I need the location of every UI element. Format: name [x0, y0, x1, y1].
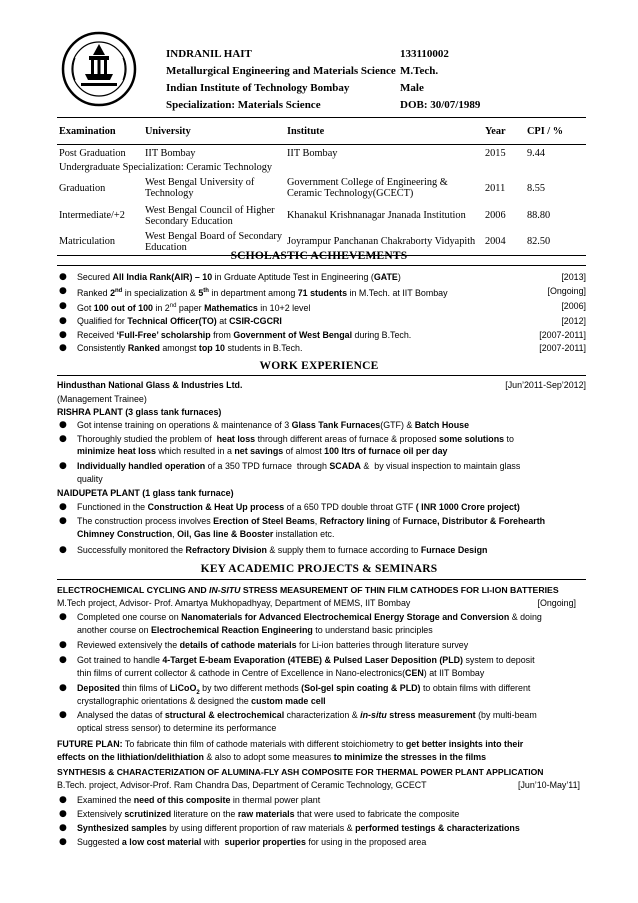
- institute-cell: Joyrampur Panchanan Chakraborty Vidyapith: [287, 236, 476, 248]
- bullet-icon: ●: [59, 612, 67, 622]
- work-item: Got intense training on operations & maintenance of 3 Glass Tank Furnaces(GTF) & Batch House: [77, 420, 470, 430]
- company-name: Hindusthan National Glass & Industries Ltd.: [57, 380, 243, 390]
- institute-cell: Khanakul Krishnanagar Jnanada Institution: [287, 210, 466, 221]
- work-item: The construction process involves Erection of Steel Beams, Refractory lining of Furnace, Distributor & Forehearth: [77, 516, 546, 526]
- specialization: Specialization: Materials Science: [166, 99, 321, 111]
- work-item-cont: Chimney Construction, Oil, Gas line & Booster installation etc.: [77, 529, 335, 539]
- project-1-title: ELECTROCHEMICAL CYCLING AND IN-SITU STRESS MEASUREMENT OF THIN FILM CATHODES FOR LI-ION BATTERIES: [57, 585, 559, 595]
- bullet-icon: ●: [59, 683, 67, 693]
- section-divider: [57, 265, 586, 266]
- bullet-icon: ●: [59, 343, 67, 353]
- col-cpi: CPI / %: [525, 118, 586, 145]
- table-row: [57, 203, 586, 229]
- section-title-work: WORK EXPERIENCE: [259, 360, 379, 372]
- work-item: Successfully monitored the Refractory Division & supply them to furnace according to Furnace Design: [77, 545, 488, 555]
- score-cell: 82.50: [527, 236, 551, 248]
- job-role: (Management Trainee): [57, 394, 147, 404]
- section-title-projects: KEY ACADEMIC PROJECTS & SEMINARS: [200, 563, 438, 575]
- exam-cell: Matriculation: [59, 236, 116, 248]
- bullet-icon: ●: [59, 434, 67, 444]
- achievement-item: Ranked 2nd in specialization & 5th in department among 71 students in M.Tech. at IIT Bombay: [77, 287, 448, 298]
- achievement-item: Secured All India Rank(AIR) – 10 in Grduate Aptitude Test in Engineering (GATE): [77, 272, 401, 282]
- university-cell: West Bengal University of Technology: [145, 177, 255, 199]
- department: Metallurgical Engineering and Materials Science: [166, 65, 396, 77]
- achievement-item: Received ‘Full-Free’ scholarship from Government of West Bengal during B.Tech.: [77, 330, 412, 340]
- project-item-cont: crystallographic orientations & designed the custom made cell: [77, 696, 326, 706]
- project-2-subtitle: B.Tech. project, Advisor-Prof. Ram Chandra Das, Department of Ceramic Technology, GCECT: [57, 780, 427, 790]
- bullet-icon: ●: [59, 330, 67, 340]
- achievement-date: [2006]: [561, 301, 586, 311]
- institute-name: Indian Institute of Technology Bombay: [166, 82, 350, 94]
- plant-naidupeta: NAIDUPETA PLANT (1 glass tank furnace): [57, 488, 234, 498]
- bullet-icon: ●: [59, 516, 67, 526]
- year-cell: 2011: [485, 182, 506, 194]
- bullet-icon: ●: [59, 655, 67, 665]
- score-cell: 9.44: [527, 147, 546, 159]
- project-item: Examined the need of this composite in thermal power plant: [77, 795, 321, 805]
- achievement-date: [2012]: [561, 316, 586, 326]
- exam-cell: Graduation: [59, 182, 106, 194]
- institute-cell: Government College of Engineering & Ceramic Technology(GCECT): [287, 177, 448, 199]
- date-of-birth: DOB: 30/07/1989: [400, 99, 481, 111]
- col-university: University: [143, 118, 285, 145]
- future-plan: FUTURE PLAN: To fabricate thin film of cathode materials with different stoichiometry to get better insights into their: [57, 739, 524, 749]
- project-1-subtitle: M.Tech project, Advisor- Prof. Amartya Mukhopadhyay, Department of MEMS, IIT Bombay: [57, 598, 411, 608]
- exam-cell: Post Graduation: [59, 147, 126, 159]
- achievement-item: Got 100 out of 100 in 2nd paper Mathematics in 10+2 level: [77, 302, 311, 313]
- ug-specialization: Undergraduate Specialization: Ceramic Technology: [59, 162, 273, 173]
- project-item: Synthesized samples by using different proportion of raw materials & performed testings & characterizations: [77, 823, 520, 833]
- project-item: Got trained to handle 4-Target E-beam Evaporation (4TEBE) & Pulsed Laser Deposition (PLD) system to deposit: [77, 655, 535, 665]
- project-item-cont: optical stress sensor) to determine its performance: [77, 723, 277, 733]
- project-1-date: [Ongoing]: [537, 598, 576, 608]
- work-item: Thoroughly studied the problem of heat loss through different areas of furnace & proposed some solutions to: [77, 434, 514, 444]
- table-row: [57, 162, 586, 174]
- project-item-cont: another course on Electrochemical Reaction Engineering to understand basic principles: [77, 625, 433, 635]
- project-2-date: [Jun’10-May’11]: [518, 780, 580, 790]
- future-plan-cont: effects on the lithiation/delithiation & also to adopt some measures to minimize the stresses in the films: [57, 752, 487, 762]
- achievement-item: Consistently Ranked amongst top 10 students in B.Tech.: [77, 343, 303, 353]
- bullet-icon: ●: [59, 837, 67, 847]
- project-item: Analysed the datas of structural & electrochemical characterization & in-situ stress measurement (by multi-beam: [77, 710, 537, 720]
- bullet-icon: ●: [59, 286, 67, 296]
- score-cell: 8.55: [527, 182, 546, 194]
- achievement-date: [2013]: [561, 272, 586, 282]
- university-cell: IIT Bombay: [145, 147, 196, 159]
- work-period: [Jun’2011-Sep’2012]: [505, 380, 586, 390]
- institute-cell: IIT Bombay: [287, 147, 338, 159]
- work-item-cont: minimize heat loss which resulted in a net savings of almost 100 ltrs of furnace oil per day: [77, 446, 448, 456]
- bullet-icon: ●: [59, 272, 67, 282]
- project-item: Reviewed extensively the details of cathode materials for Li-ion batteries through literature survey: [77, 640, 469, 650]
- project-item: Suggested a low cost material with superior properties for using in the proposed area: [77, 837, 427, 847]
- project-item: Deposited thin films of LiCoO$_2$ by two different methods (Sol-gel spin coating & PLD) to obtain films with different: [77, 683, 531, 696]
- year-cell: 2015: [485, 147, 506, 159]
- achievement-date: [Ongoing]: [547, 286, 586, 296]
- bullet-icon: ●: [59, 640, 67, 650]
- plant-rishra: RISHRA PLANT (3 glass tank furnaces): [57, 407, 222, 417]
- col-year: Year: [483, 118, 525, 145]
- gender: Male: [400, 82, 424, 94]
- achievement-date: [2007-2011]: [539, 343, 586, 353]
- candidate-name: INDRANIL HAIT: [166, 48, 252, 60]
- university-cell: West Bengal Board of Secondary Education: [145, 230, 282, 253]
- education-table: [57, 117, 586, 256]
- work-item: Functioned in the Construction & Heat Up process of a 650 TPD double throat GTF ( INR 1000 Crore project): [77, 502, 520, 512]
- work-item-cont: quality: [77, 474, 103, 484]
- bullet-icon: ●: [59, 420, 67, 430]
- section-divider: [57, 579, 586, 580]
- section-divider: [57, 375, 586, 376]
- roll-number: 133110002: [400, 48, 449, 60]
- bullet-icon: ●: [59, 316, 67, 326]
- bullet-icon: ●: [59, 795, 67, 805]
- university-cell: West Bengal Council of Higher Secondary Education: [145, 204, 275, 227]
- exam-cell: Intermediate/+2: [59, 210, 125, 221]
- table-row: [57, 145, 586, 162]
- project-item-cont: thin films of current collector & cathode in Centre of Excellence in Nano-electronics(CEN) at IIT Bombay: [77, 668, 485, 678]
- score-cell: 88.80: [527, 210, 551, 221]
- bullet-icon: ●: [59, 502, 67, 512]
- bullet-icon: ●: [59, 461, 67, 471]
- iit-bombay-logo: [61, 28, 137, 110]
- year-cell: 2004: [485, 236, 506, 248]
- project-item: Extensively scrutinized literature on the raw materials that were used to fabricate the composite: [77, 809, 460, 819]
- bullet-icon: ●: [59, 301, 67, 311]
- bullet-icon: ●: [59, 809, 67, 819]
- table-row: [57, 174, 586, 203]
- achievement-date: [2007-2011]: [539, 330, 586, 340]
- project-2-title: SYNTHESIS & CHARACTERIZATION OF ALUMINA-FLY ASH COMPOSITE FOR THERMAL POWER PLANT APPLICATION: [57, 767, 544, 777]
- work-item: Individually handled operation of a 350 TPD furnace through SCADA & by visual inspection to maintain glass: [77, 461, 521, 471]
- bullet-icon: ●: [59, 823, 67, 833]
- year-cell: 2006: [485, 210, 506, 221]
- bullet-icon: ●: [59, 710, 67, 720]
- section-title-scholastic: SCHOLASTIC ACHIEVEMENTS: [230, 250, 408, 262]
- col-institute: Institute: [285, 118, 483, 145]
- degree: M.Tech.: [400, 65, 439, 77]
- achievement-item: Qualified for Technical Officer(TO) at CSIR-CGCRI: [77, 316, 282, 326]
- project-item: Completed one course on Nanomaterials for Advanced Electrochemical Energy Storage and Conversion & doing: [77, 612, 542, 622]
- bullet-icon: ●: [59, 545, 67, 555]
- col-examination: Examination: [57, 118, 143, 145]
